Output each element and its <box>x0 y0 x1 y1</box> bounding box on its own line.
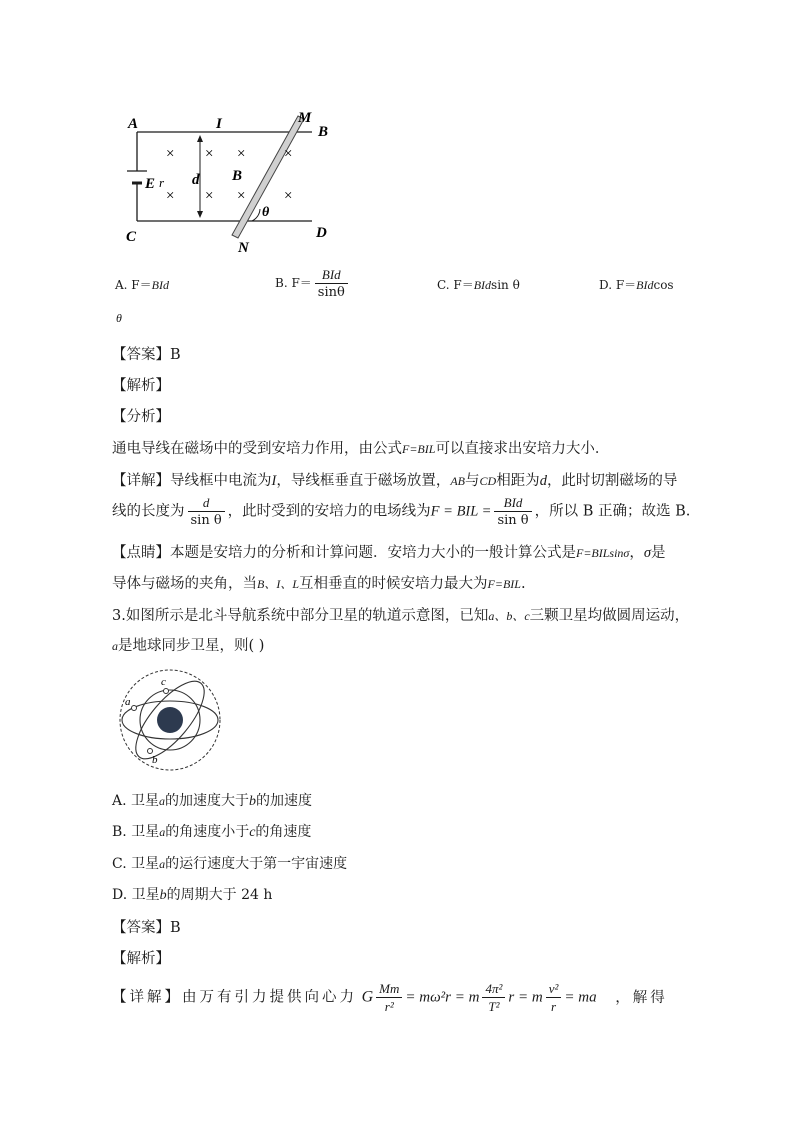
q3-detail: 【详解】由万有引力提供向心力 G $\frac{Mm}{\text{r²}}$ = mω²r = m $\frac{\text{4π²}}{\text{T²}}$ r = m $\frac{\text{v²}}{r}$ = ma ，解得 <box>112 981 668 1014</box>
q3-option-c: C. 卫星a的运行速度大于第一宇宙速度 <box>112 856 348 872</box>
q3-analysis-title: 【解析】 <box>112 951 170 967</box>
orbit-label-a: a <box>125 696 131 708</box>
label-N: N <box>238 240 249 254</box>
orbit-label-b: b <box>152 754 158 766</box>
q3-option-a: A. 卫星a的加速度大于b的加速度 <box>112 793 313 809</box>
q3-option-d: D. 卫星b的周期大于 24 h <box>112 887 273 903</box>
field-cross: × <box>284 146 293 162</box>
q2-fenxi-text: 通电导线在磁场中的受到安培力作用，由公式F=BIL可以直接求出安培力大小． <box>112 441 610 457</box>
label-theta: θ <box>262 205 270 220</box>
field-cross: × <box>166 146 175 162</box>
label-r: r <box>159 175 165 190</box>
field-cross: × <box>237 146 246 162</box>
orbit-label-c: c <box>161 676 166 688</box>
q2-fenxi-title: 【分析】 <box>112 409 170 425</box>
option-a: A. F＝BId <box>115 278 169 292</box>
label-M: M <box>298 110 312 126</box>
option-d-wrap: θ <box>116 311 122 325</box>
label-E: E <box>145 176 156 192</box>
q2-answer: 【答案】B <box>112 347 181 363</box>
field-cross: × <box>205 188 214 204</box>
field-cross: × <box>284 188 293 204</box>
q2-analysis-title: 【解析】 <box>112 378 170 394</box>
label-I: I <box>216 116 222 132</box>
option-b: B. F＝ $\frac{\text{BId}}{\sin\theta}$ <box>275 266 351 301</box>
q2-detail-line1: 【详解】导线框中电流为I，导线框垂直于磁场放置，AB与CD相距为d，此时切割磁场的导 <box>112 473 678 489</box>
q3-answer: 【答案】B <box>112 920 181 936</box>
q3-stem-line1: 3.如图所示是北斗导航系统中部分卫星的轨道示意图，已知a、b、c三颗卫星均做圆周运动， <box>112 608 690 624</box>
label-D: D <box>316 225 327 241</box>
q2-detail-line2: 线的长度为 $\frac{d}{\text{sin θ}}$ ，此时受到的安培力的电场线为F = BIL = $\frac{\text{BId}}{\text{sin θ}}$ ，所以 B 正确；故选 B. <box>112 495 691 528</box>
q3-option-b: B. 卫星a的角速度小于c的角速度 <box>112 824 312 840</box>
q2-dianjing-line1: 【点睛】本题是安培力的分析和计算问题．安培力大小的一般计算公式是F=BILsinσ，σ是 <box>112 545 666 561</box>
label-C: C <box>126 229 137 245</box>
label-A: A <box>128 116 139 132</box>
label-B-top: B <box>318 124 329 140</box>
label-B-field: B <box>232 168 243 184</box>
label-d: d <box>192 172 200 188</box>
q2-dianjing-line2: 导体与磁场的夹角，当B、I、L互相垂直的时候安培力最大为F=BIL. <box>112 576 526 592</box>
circuit-figure <box>112 104 342 254</box>
field-cross: × <box>205 146 214 162</box>
field-cross: × <box>166 188 175 204</box>
option-c: C. F＝BIdsin θ <box>437 278 520 292</box>
q3-stem-line2: a是地球同步卫星，则( ) <box>112 638 265 654</box>
field-cross: × <box>237 188 246 204</box>
orbit-figure <box>112 668 232 780</box>
option-d: D. F＝BIdcos <box>599 278 674 292</box>
